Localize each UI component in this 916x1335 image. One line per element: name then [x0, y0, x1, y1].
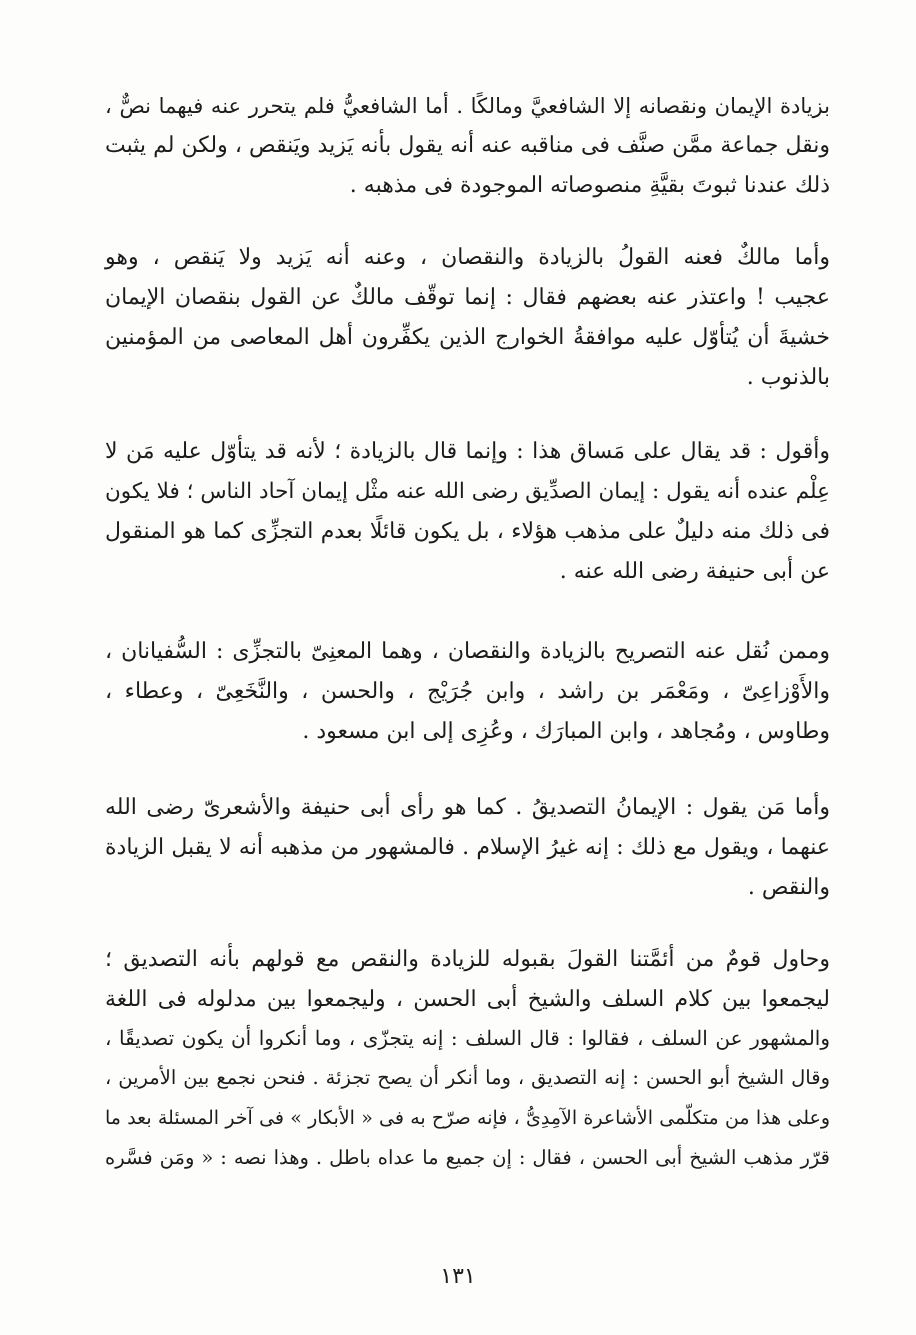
- text-line: فى ذلك منه دليلٌ على مذهب هؤلاء ، بل يكون قائلًا بعدم التجزِّى كما هو المنقول: [105, 519, 830, 544]
- text-line: بالذنوب .: [746, 365, 830, 390]
- text-line: عِلْم عنده أنه يقول : إيمان الصدِّيق رضى الله عنه مثْل إيمان آحاد الناس ؛ فلا يكون: [105, 479, 830, 504]
- text-line: قرّر مذهب الشيخ أبى الحسن ، فقال : إن جميع ما عداه باطل . وهذا نصه : « ومَن فسَّره: [105, 1146, 830, 1169]
- text-line: وعلى هذا من متكلّمى الأشاعرة الآمِدِىُّ ، فإنه صرّح به فى « الأبكار » فى آخر المسئلة بعد ما: [105, 1107, 830, 1129]
- page-number: ١٣١: [440, 1264, 476, 1289]
- text-line: وأما مالكٌ فعنه القولُ بالزيادة والنقصان ، وعنه أنه يَزيد ولا يَنقص ، وهو: [105, 245, 830, 270]
- text-line: وطاوس ، ومُجاهد ، وابن المبارَك ، وعُزِى إلى ابن مسعود .: [302, 719, 830, 744]
- text-line: وممن نُقل عنه التصريح بالزيادة والنقصان ، وهما المعنِىّ بالتجزِّى : السُّفيانان ،: [105, 639, 830, 664]
- text-line: وقال الشيخ أبو الحسن : إنه التصديق ، وما أنكر أن يصح تجزئة . فنحن نجمع بين الأمرين ،: [105, 1066, 830, 1089]
- text-line: وأما مَن يقول : الإيمانُ التصديقُ . كما هو رأى أبى حنيفة والأشعرىّ رضى الله: [105, 795, 830, 820]
- text-line: بزيادة الإيمان ونقصانه إلا الشافعيَّ ومالكًا . أما الشافعيُّ فلم يتحرر عنه فيهما نصٌّ ،: [105, 94, 830, 118]
- text-line: والنقص .: [747, 875, 830, 900]
- text-line: ذلك عندنا ثبوتَ بقيَّةِ منصوصاته الموجودة فى مذهبه .: [349, 173, 830, 198]
- paragraph-5: [105, 788, 830, 908]
- paragraph-6: [105, 940, 830, 1180]
- paragraph-2: [105, 238, 830, 398]
- paragraph-1: [105, 86, 830, 206]
- text-line: ونقل جماعة ممَّن صنَّف فى مناقبه عنه أنه يقول بأنه يَزيد ويَنقص ، ولكن لم يثبت: [105, 133, 830, 158]
- text-line: والأَوْزاعِىّ ، ومَعْمَر بن راشد ، وابن جُرَيْج ، والحسن ، والنَّخَعِىّ ، وعطاء ،: [105, 679, 830, 704]
- text-line: وأقول : قد يقال على مَساق هذا : وإنما قال بالزيادة ؛ لأنه قد يتأوّل عليه مَن لا: [105, 439, 830, 464]
- text-line: عجيب ! واعتذر عنه بعضهم فقال : إنما توقّف مالكٌ عن القول بنقصان الإيمان: [105, 285, 830, 310]
- text-line: خشيةَ أن يُتأوّل عليه موافقةُ الخوارج الذين يكفِّرون أهل المعاصى من المؤمنين: [105, 325, 830, 350]
- text-line: والمشهور عن السلف ، فقالوا : قال السلف : إنه يتجزّى ، وما أنكروا أن يكون تصديقًا ،: [105, 1026, 830, 1050]
- text-line: وحاول قومٌ من أئمَّتنا القولَ بقبوله للزيادة والنقص مع قولهم بأنه التصديق ؛: [105, 947, 830, 972]
- paragraph-3: [105, 432, 830, 592]
- text-line: ليجمعوا بين كلام السلف والشيخ أبى الحسن ، وليجمعوا بين مدلوله فى اللغة: [105, 987, 830, 1012]
- text-line: عنهما ، ويقول مع ذلك : إنه غيرُ الإسلام . فالمشهور من مذهبه أنه لا يقبل الزيادة: [105, 835, 830, 860]
- paragraph-4: [105, 632, 830, 752]
- text-line: عن أبى حنيفة رضى الله عنه .: [559, 559, 830, 584]
